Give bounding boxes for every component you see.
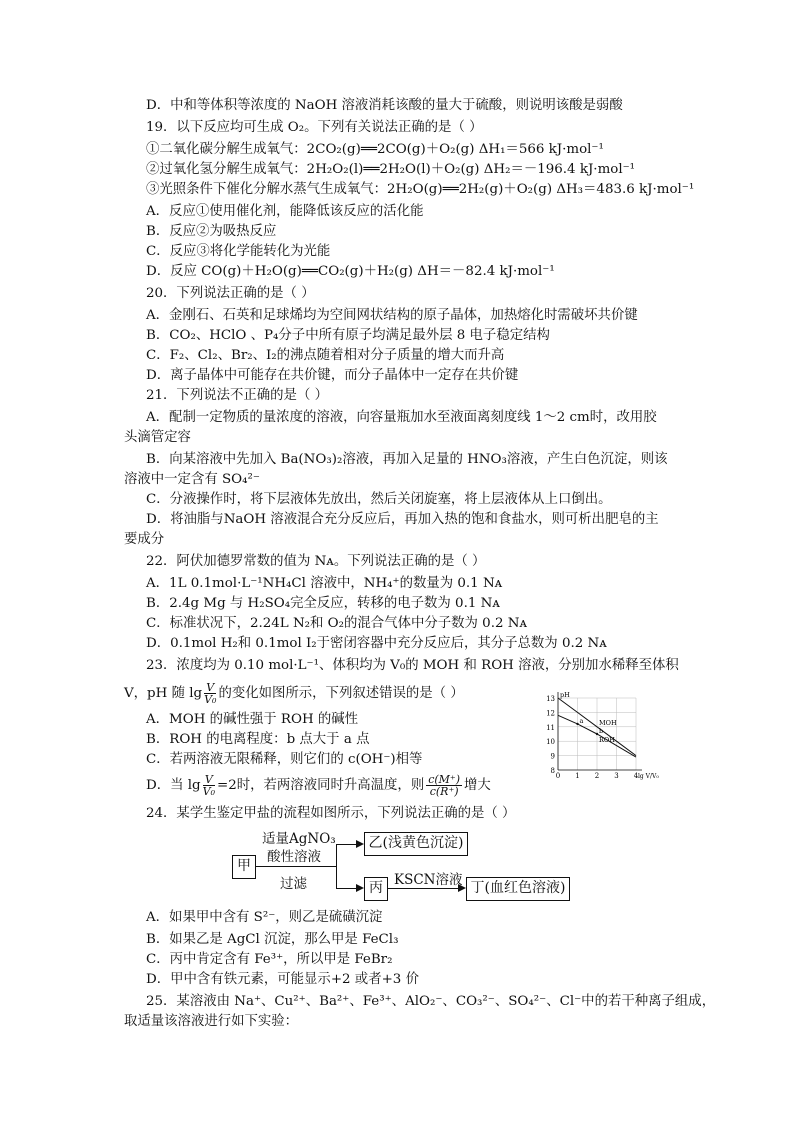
arrow-right-icon — [458, 884, 466, 892]
q23-stem-line1: 23．浓度均为 0.10 mol·L⁻¹、体积均为 V₀的 MOH 和 ROH 溶液，分别加水稀释至体积 — [146, 658, 679, 673]
fraction-numerator: V — [204, 682, 216, 694]
v-ratio-fraction — [203, 774, 215, 797]
x-tick-label: 3 — [614, 772, 619, 780]
arrow-right-icon — [356, 840, 364, 848]
data-point — [596, 733, 598, 735]
q22-stem: 22．阿伏加德罗常数的值为 Nᴀ。下列说法正确的是（ ） — [146, 554, 486, 569]
connector-down — [336, 888, 356, 889]
q23-d-text-b: =2时，若两溶液同时升高温度，则 — [217, 778, 425, 793]
connector-split — [336, 844, 337, 888]
reagent-acid: 酸性溶液 — [267, 849, 321, 865]
q22-option-c: C．标准状况下，2.24L N₂和 O₂的混合气体中分子数为 0.2 Nᴀ — [146, 616, 528, 631]
q23-stem-text-b: 的变化如图所示，下列叙述错误的是（ ） — [218, 686, 464, 701]
q19-stem: 19．以下反应均可生成 O₂。下列有关说法正确的是（ ） — [146, 120, 483, 135]
q19-option-d: D．反应 CO(g)＋H₂O(g)══CO₂(g)＋H₂(g) ΔH＝－82.4 kJ·mol⁻¹ — [146, 264, 555, 279]
y-tick-label: 9 — [550, 752, 555, 761]
q23-option-a: A．MOH 的碱性强于 ROH 的碱性 — [146, 712, 359, 727]
y-tick-label: 12 — [546, 709, 555, 718]
q20-option-a: A．金刚石、石英和足球烯均为空间网状结构的原子晶体，加热熔化时需破坏共价键 — [146, 308, 638, 323]
q21-option-a-line1: A．配制一定物质的量浓度的溶液，向容量瓶加水至液面离刻度线 1～2 cm时，改用胶 — [146, 410, 657, 425]
connector-main — [256, 866, 336, 867]
connector-kscn — [388, 888, 458, 889]
x-tick-label: 2 — [594, 772, 600, 780]
q21-option-b-line2: 溶液中一定含有 SO₄²⁻ — [124, 472, 260, 487]
ph-dilution-chart — [540, 690, 660, 790]
data-point — [576, 723, 578, 725]
q21-option-a-line2: 头滴管定容 — [124, 430, 191, 445]
q23-option-b: B．ROH 的电离程度：b 点大于 a 点 — [146, 732, 370, 747]
q24-stem: 24．某学生鉴定甲盐的流程如图所示，下列说法正确的是（ ） — [146, 806, 516, 821]
box-yi: 乙(浅黄色沉淀) — [364, 832, 468, 856]
series-label: MOH — [599, 718, 617, 727]
q20-stem: 20．下列说法正确的是（ ） — [146, 286, 315, 301]
x-tick-label: 1 — [575, 772, 580, 780]
q21-option-d-line1: D．将油脂与NaOH 溶液混合充分反应后，再加入热的饱和食盐水，则可析出肥皂的主 — [146, 512, 659, 527]
q23-stem-text-a: V，pH 随 lg — [124, 686, 203, 701]
q21-option-c: C．分液操作时，将下层液体先放出，然后关闭旋塞，将上层液体从上口倒出。 — [146, 492, 612, 507]
q19-reaction-2: ②过氧化氢分解生成氧气：2H₂O₂(l)══2H₂O(l)＋O₂(g) ΔH₂＝－196.4 kJ·mol⁻¹ — [146, 162, 636, 177]
q19-reaction-3: ③光照条件下催化分解水蒸气生成氧气：2H₂O(g)══2H₂(g)＋O₂(g) ΔH₃＝483.6 kJ·mol⁻¹ — [146, 182, 695, 197]
connector-up — [336, 844, 356, 845]
q24-option-b: B．如果乙是 AgCl 沉淀，那么甲是 FeCl₃ — [146, 932, 399, 947]
q22-option-b: B．2.4g Mg 与 H₂SO₄完全反应，转移的电子数为 0.1 Nᴀ — [146, 596, 500, 611]
y-tick-label: 10 — [546, 738, 555, 747]
point-label: b — [599, 727, 604, 735]
fraction-numerator: V — [203, 774, 215, 786]
q21-option-d-line2: 要成分 — [124, 532, 165, 547]
q19-option-b: B．反应②为吸热反应 — [146, 224, 277, 239]
q19-option-a: A．反应①使用催化剂，能降低该反应的活化能 — [146, 204, 424, 219]
fraction-denominator: V₀ — [204, 693, 217, 706]
q23-option-d — [146, 774, 491, 797]
q22-option-a: A．1L 0.1mol·L⁻¹NH₄Cl 溶液中，NH₄⁺的数量为 0.1 Nᴀ — [146, 576, 503, 591]
q23-stem-line2 — [124, 682, 464, 705]
q21-stem: 21．下列说法不正确的是（ ） — [146, 388, 328, 403]
x-tick-label: 0 — [555, 772, 561, 780]
x-axis-label: lg V/V₀ — [638, 773, 659, 780]
q23-option-c: C．若两溶液无限稀释，则它们的 c(OH⁻)相等 — [146, 752, 423, 767]
fraction-denominator: V₀ — [202, 785, 215, 798]
fraction-numerator: c(M⁺) — [428, 773, 461, 786]
q19-reaction-1: ①二氧化碳分解生成氧气：2CO₂(g)══2CO(g)＋O₂(g) ΔH₁＝566 kJ·mol⁻¹ — [146, 142, 604, 157]
y-tick-label: 13 — [546, 695, 555, 703]
y-tick-label: 8 — [550, 767, 555, 775]
filter-label: 过滤 — [280, 876, 307, 892]
q23-d-text-c: 增大 — [464, 778, 491, 793]
q19-option-c: C．反应③将化学能转化为光能 — [146, 244, 331, 259]
q22-option-d: D．0.1mol H₂和 0.1mol I₂于密闭容器中充分反应后，其分子总数为 0.2 Nᴀ — [146, 636, 607, 651]
q23-d-text-a: D．当 lg — [146, 778, 201, 793]
q24-option-d: D．甲中含有铁元素，可能显示+2 或者+3 价 — [146, 972, 419, 987]
q20-option-c: C．F₂、Cl₂、Br₂、I₂的沸点随着相对分子质量的增大而升高 — [146, 348, 505, 363]
box-jia: 甲 — [232, 855, 256, 879]
reagent-agno3: 适量AgNO₃ — [262, 831, 336, 847]
fraction-denominator: c(R⁺) — [429, 785, 459, 798]
q24-option-c: C．丙中肯定含有 Fe³⁺，所以甲是 FeBr₂ — [146, 952, 393, 967]
q21-option-b-line1: B．向某溶液中先加入 Ba(NO₃)₂溶液，再加入足量的 HNO₃溶液，产生白色沉淀，则该 — [146, 452, 668, 467]
point-label: a — [579, 716, 584, 725]
q18-option-d: D．中和等体积等浓度的 NaOH 溶液消耗该酸的量大于硫酸，则说明该酸是弱酸 — [146, 98, 623, 113]
reagent-kscn: KSCN溶液 — [394, 872, 463, 888]
y-axis-label: pH — [560, 691, 570, 699]
q25-stem-line1: 25．某溶液由 Na⁺、Cu²⁺、Ba²⁺、Fe³⁺、AlO₂⁻、CO₃²⁻、SO₄²⁻、Cl⁻中的若干种离子组成， — [146, 994, 716, 1009]
q25-stem-line2: 取适量该溶液进行如下实验： — [124, 1014, 299, 1029]
arrow-right-icon — [356, 884, 364, 892]
x-tick-label: 4 — [633, 772, 639, 780]
y-tick-label: 11 — [546, 723, 555, 732]
c-ratio-fraction — [426, 774, 462, 797]
q24-option-a: A．如果甲中含有 S²⁻，则乙是硫磺沉淀 — [146, 910, 383, 925]
v-ratio-fraction — [204, 682, 216, 705]
box-bing: 丙 — [364, 877, 388, 901]
q20-option-d: D．离子晶体中可能存在共价键，而分子晶体中一定存在共价键 — [146, 368, 519, 383]
box-ding: 丁(血红色溶液) — [466, 877, 570, 901]
q20-option-b: B．CO₂、HClO 、P₄分子中所有原子均满足最外层 8 电子稳定结构 — [146, 328, 550, 343]
series-label: ROH — [599, 736, 615, 744]
